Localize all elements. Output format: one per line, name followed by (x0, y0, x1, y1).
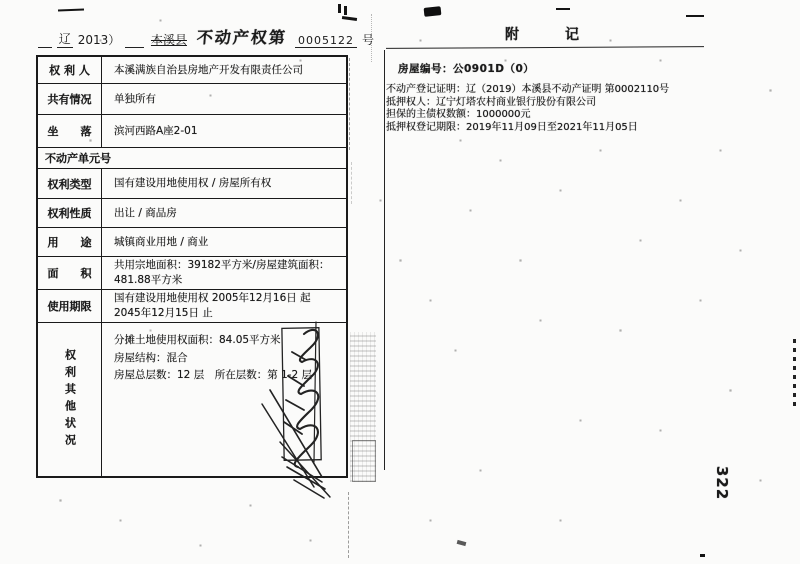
scan-noise-mark (424, 6, 442, 17)
fold-crease (348, 492, 349, 558)
row-label: 权利其他状况 (38, 323, 102, 476)
fold-crease (351, 162, 352, 204)
fold-crease (349, 58, 350, 150)
scan-noise-mark (457, 540, 467, 546)
table-row (38, 84, 346, 115)
scan-noise-mark (58, 9, 84, 12)
row-value: 出让 / 商品房 (114, 206, 177, 219)
scan-noise-mark (342, 16, 357, 21)
appendix-line: 抵押权人：辽宁灯塔农村商业银行股份有限公司 (386, 96, 596, 108)
header-number-suffix: 号 (361, 33, 374, 47)
row-value-line: 房屋总层数：12 层 所在层数：第 1-2 层 (114, 369, 313, 382)
row-value: 滨河西路A座2-01 (114, 124, 198, 137)
row-label: 共有情况 (38, 84, 102, 114)
appendix-line: 担保的主债权数额：1000000元 (386, 109, 531, 120)
header-province: 辽 (58, 32, 71, 46)
row-value: 共用宗地面积：39182平方米/房屋建筑面积：481.88平方米 (114, 259, 330, 286)
header-blank-line (38, 33, 52, 48)
appendix-line: 抵押权登记期限：2019年11月09日至2021年11月05日 (386, 121, 638, 133)
row-label: 不动产单元号 (45, 152, 111, 165)
row-label: 坐 落 (38, 115, 102, 147)
row-value-line: 房屋结构：混合 (114, 351, 188, 364)
certificate-title: 不动产权第 (196, 28, 288, 47)
table-row (38, 57, 346, 84)
scan-noise-mark (556, 8, 570, 10)
row-label: 使用期限 (38, 290, 102, 322)
table-row (38, 257, 346, 290)
table-row (38, 228, 346, 257)
scan-noise-mark (686, 15, 704, 17)
certificate-header (38, 26, 374, 48)
row-label: 权 利 人 (38, 57, 102, 83)
appendix-title: 附 记 (505, 27, 585, 43)
certificate-number: 0005122 (295, 34, 357, 48)
scan-noise-mark (338, 4, 341, 13)
fold-crease (371, 14, 372, 62)
handwritten-signature (252, 292, 402, 507)
header-year: 2013） (77, 33, 121, 47)
row-label: 面 积 (38, 257, 102, 289)
row-label: 用 途 (38, 228, 102, 256)
header-blank-line (125, 33, 144, 48)
page-number: 322 (713, 465, 731, 501)
row-label: 权利性质 (38, 199, 102, 227)
table-row (38, 199, 346, 228)
scan-speckles (0, 0, 1, 1)
scan-noise-mark (700, 554, 705, 557)
scan-noise-mark (793, 336, 796, 406)
house-number-line: 房屋编号：公0901D（0） (398, 63, 535, 75)
row-value: 本溪满族自治县房地产开发有限责任公司 (114, 63, 303, 76)
row-value: 国有建设用地使用权 / 房屋所有权 (114, 177, 272, 190)
row-label: 权利类型 (38, 169, 102, 198)
table-row (38, 148, 346, 169)
header-county: 本溪县 (150, 33, 187, 47)
row-value: 单独所有 (114, 92, 156, 105)
table-row (38, 169, 346, 199)
row-value-line: 分摊土地使用权面积：84.05平方米 (114, 334, 281, 346)
appendix-title-rule (386, 46, 704, 49)
row-value: 城镇商业用地 / 商业 (114, 235, 209, 248)
appendix-line: 不动产登记证明：辽（2019）本溪县不动产证明 第0002110号 (386, 84, 670, 95)
table-row (38, 115, 346, 148)
appendix-notes (386, 84, 708, 134)
row-value: 国有建设用地使用权 2005年12月16日 起 2045年12月15日 止 (114, 292, 311, 319)
faint-stamp-box (352, 440, 376, 482)
